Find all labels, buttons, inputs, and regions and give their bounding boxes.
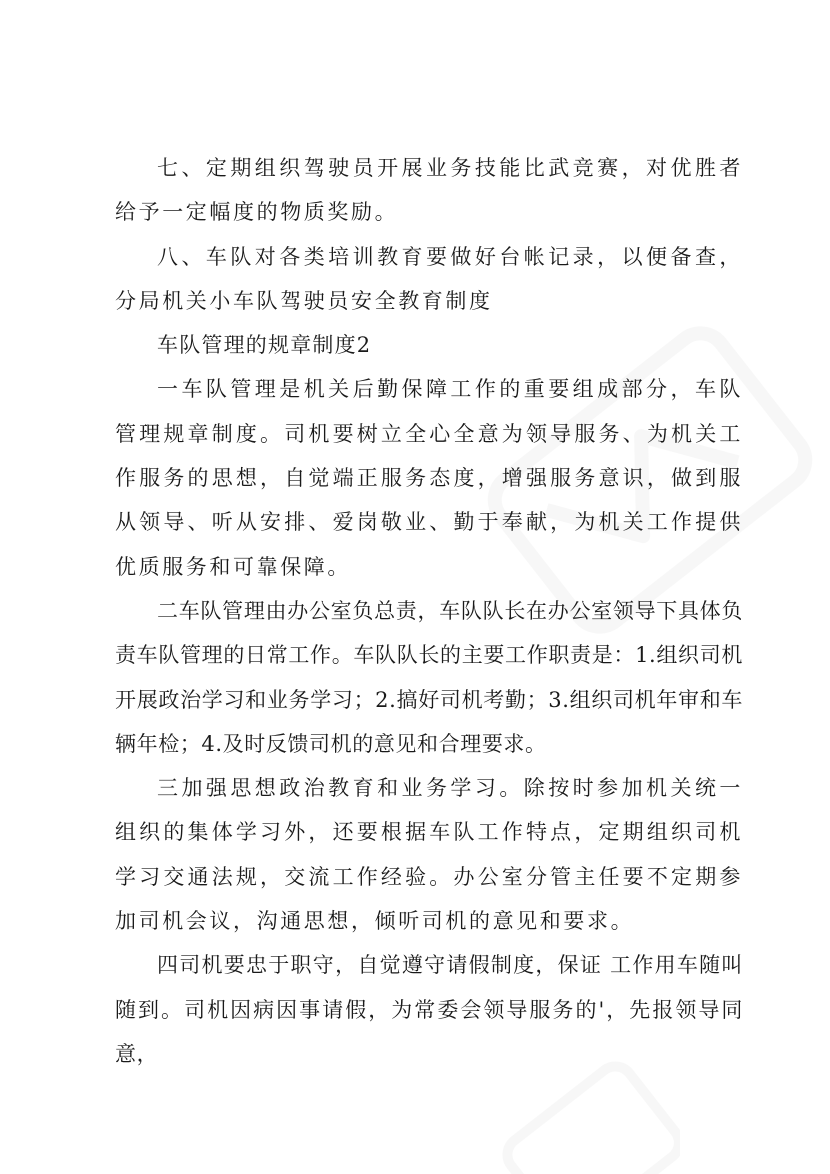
watermark-logo-bottom	[480, 1060, 680, 1174]
document-body	[115, 146, 743, 1076]
paragraph-four: 四司机要忠于职守，自觉遵守请假制度，保证 工作用车随叫随到。司机因病因事请假，为常委会领导服务的'，先报领导同意，	[115, 953, 743, 1066]
paragraph-one: 一车队管理是机关后勤保障工作的重要组成部分，车队管理规章制度。司机要树立全心全意为领导服务、为机关工作服务的思想，自觉端正服务态度，增强服务意识，做到服从领导、听从安排、爱岗敬业、勤于奉献，为机关工作提供优质服务和可靠保障。	[115, 377, 743, 579]
paragraph-8: 八、车队对各类培训教育要做好台帐记录，以便备查，分局机关小车队驾驶员安全教育制度	[115, 244, 743, 313]
section-heading: 车队管理的规章制度2	[157, 333, 372, 358]
paragraph-two: 二车队管理由办公室负总责，车队队长在办公室领导下具体负责车队管理的日常工作。车队队长的主要工作职责是：1.组织司机开展政治学习和业务学习；2.搞好司机考勤；3.组织司机年审和车辆年检；4.及时反馈司机的意见和合理要求。	[115, 598, 743, 756]
paragraph-7: 七、定期组织驾驶员开展业务技能比武竞赛，对优胜者给予一定幅度的物质奖励。	[115, 156, 743, 225]
paragraph-three: 三加强思想政治教育和业务学习。除按时参加机关统一组织的集体学习外，还要根据车队工作特点，定期组织司机学习交通法规，交流工作经验。办公室分管主任要不定期参加司机会议，沟通思想，倾听司机的意见和要求。	[115, 776, 743, 934]
